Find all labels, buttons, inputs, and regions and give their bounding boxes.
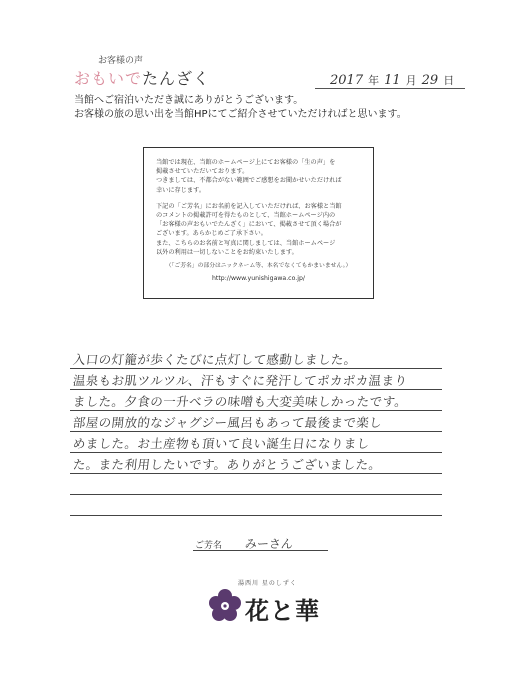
notice-line: つきましては、不都合がない範囲でご感想をお聞かせいただければ xyxy=(156,177,342,185)
logo-tagline: 湯西川 星のしずく xyxy=(238,580,297,587)
notice-note: （「ご芳名」の部分はニックネーム等、本名でなくてもかまいません。） xyxy=(165,263,352,270)
comment-rule xyxy=(70,410,442,411)
comment-rule xyxy=(70,473,442,474)
notice-line: 下記の「ご芳名」にお名前を記入していただければ、お客様と当館 xyxy=(156,202,342,210)
comment-rule xyxy=(70,368,442,369)
comment-rule xyxy=(70,431,442,432)
date xyxy=(330,72,459,88)
comment-rule xyxy=(70,515,442,516)
notice-line: 以外の利用は一切しないことをお約束いたします。 xyxy=(156,248,298,256)
notice-line: また、こちらのお名前と写真に関しましては、当館ホームページ xyxy=(156,239,336,247)
date-year: 2017 xyxy=(330,73,364,88)
notice-line: ございます。あらかじめご了承下さい。 xyxy=(156,230,267,238)
title-pink-part: おもいで xyxy=(74,69,143,88)
logo-name: 花と華 xyxy=(245,596,320,625)
page-title xyxy=(74,66,210,89)
date-year-unit: 年 xyxy=(368,74,380,87)
date-underline xyxy=(315,88,465,89)
notice-line: 幸いに存じます。 xyxy=(156,186,206,194)
comment-line: 部屋の開放的なジャグジー風呂もあって最後まで楽し xyxy=(72,415,383,430)
intro-line: 当館へご宿泊いただき誠にありがとうございます。 xyxy=(74,95,304,106)
notice-line: のコメントの掲載許可を得たものとして、当館ホームページ内の xyxy=(156,212,336,220)
intro-text xyxy=(74,94,407,122)
comment-line: ました。夕食の一升べラの味噌も大変美味しかったです。 xyxy=(72,394,409,409)
intro-line: お客様の旅の思い出を当館HPにてご紹介させていただければと思います。 xyxy=(74,109,407,120)
header-label: お客様の声 xyxy=(98,56,144,66)
date-day: 29 xyxy=(421,73,439,88)
notice-line: 当館では現在、当館のホームページ上にてお客様の「生の声」を xyxy=(156,159,336,166)
date-month-unit: 月 xyxy=(405,74,417,87)
flower-crest-icon xyxy=(207,587,243,623)
comment-line: めました。お土産物も頂いて良い誕生日になりまし xyxy=(72,436,371,451)
date-day-unit: 日 xyxy=(443,74,455,87)
name-value: みーさん xyxy=(244,537,294,551)
notice-box xyxy=(143,147,374,299)
comment-rule xyxy=(70,494,442,495)
comment-line: 温泉もお肌ツルツル、汗もすぐに発汗してポカポカ温まり xyxy=(72,373,409,388)
comment-line: 入口の灯籠が歩くたびに点灯して感動しました。 xyxy=(72,352,358,367)
name-label: ご芳名 xyxy=(195,541,223,551)
name-underline xyxy=(193,550,328,551)
notice-line: 掲載させていただいております。 xyxy=(156,168,249,176)
comment-line: た。また利用したいです。ありがとうございました。 xyxy=(72,457,383,472)
title-dark-part: たんざく xyxy=(142,69,211,88)
comment-rule xyxy=(70,389,442,390)
notice-url: http://www.yunishigawa.co.jp/ xyxy=(212,275,305,283)
comment-rule xyxy=(70,452,442,453)
notice-line: 「お客様の声おもいでたんざく」において、掲載させて頂く場合が xyxy=(156,221,342,229)
date-month: 11 xyxy=(384,73,401,88)
